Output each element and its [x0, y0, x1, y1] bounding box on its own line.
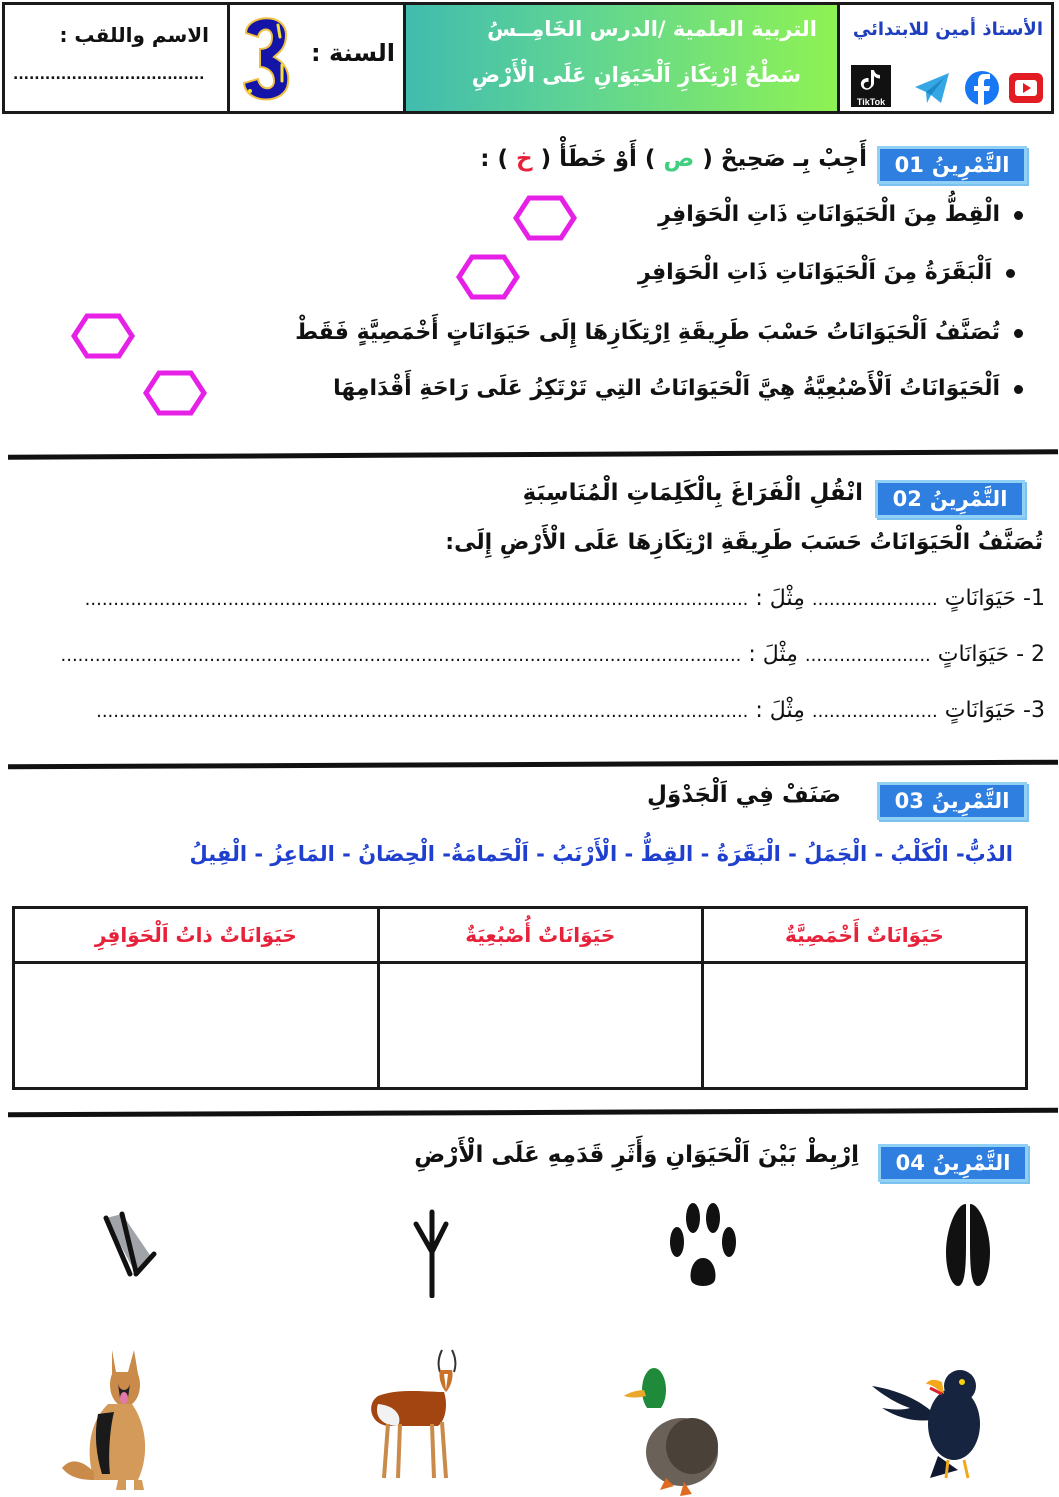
blank-field[interactable]: .................................................................................................................... — [84, 589, 749, 610]
section-divider — [8, 760, 1058, 770]
bullet-icon — [1014, 329, 1023, 338]
answer-cell-digitigrade[interactable] — [378, 963, 702, 1089]
badge-word: التَّمْرِينُ — [931, 789, 1010, 813]
exercise-1-badge — [877, 146, 1027, 184]
blank-field[interactable]: ...................... — [811, 589, 938, 610]
year-number: 3 — [266, 69, 267, 70]
title-text: ) أَوْ خَطَأْ ( — [540, 146, 656, 172]
facebook-icon[interactable] — [963, 69, 1001, 107]
answer-cell-hoofed[interactable] — [14, 963, 379, 1089]
animal-word-list: الدُبُّ- الْكَلْبُ - الْجَمَلُ - الْبَقَرَةُ - القِطُّ - الْأَرْنَبُ - اَلْحَمامَةُ- الْحِصَانُ - المَاعِزُ - الْفِيلُ — [189, 842, 1013, 866]
classification-table — [12, 906, 1028, 1090]
badge-word: التَّمْرِينُ — [931, 153, 1010, 177]
exercise-number: 01 — [894, 153, 924, 177]
gazelle-image[interactable] — [358, 1344, 468, 1484]
telegram-icon[interactable] — [913, 69, 951, 107]
blank-field[interactable]: ...................... — [804, 645, 931, 666]
bullet-icon — [1006, 269, 1015, 278]
exercise-2-badge — [875, 480, 1025, 518]
exercise-4-title: اِرْبِطْ بَيْنَ اَلْحَيَوَانِ وَأَثَرِ قَدَمِهِ عَلَى الْأَرْضِ — [414, 1142, 859, 1168]
webbed-print-icon[interactable] — [100, 1210, 160, 1280]
exercise-number: 03 — [894, 789, 924, 813]
blank-field[interactable]: ...................... — [811, 701, 938, 722]
bird-print-icon[interactable] — [412, 1206, 452, 1298]
bullet-icon — [1014, 211, 1023, 220]
column-header-plantigrade: حَيَوَانَاتٌ أَخْمَصِيَّةٌ — [702, 908, 1026, 963]
tiktok-note-icon — [851, 65, 891, 93]
true-letter: ص — [663, 146, 695, 172]
hoof-print-icon[interactable] — [940, 1200, 996, 1292]
answer-hexagon-3[interactable] — [71, 312, 135, 360]
section-divider — [8, 1108, 1058, 1118]
exercise-2-intro: تُصَنَّفُ الْحَيَوَانَاتُ حَسَبَ طَرِيقَةِ ارْتِكَازِهَا عَلَى الْأَرْضِ إِلَى: — [445, 530, 1043, 555]
badge-word: التَّمْرِينُ — [929, 487, 1008, 511]
exercise-3-title: صَنَفْ فِي اَلْجَدْوَلِ — [647, 782, 841, 808]
false-letter: خ — [515, 146, 533, 172]
tf-statement-3: تُصَنَّفُ اَلْحَيَوَانَاتُ حَسْبَ طَرِيقَةِ اِرْتِكَازِهَا إِلَى حَيَوَانَاتٍ أَخْمَصِيَّةٍ فَقَطْ — [295, 320, 1023, 345]
answer-hexagon-2[interactable] — [456, 253, 520, 301]
badge-word: التَّمْرِينُ — [932, 1151, 1011, 1175]
lesson-title-cell — [406, 5, 840, 111]
exercise-2-title: انْقُلِ الْفَرَاغَ بِالْكَلِمَاتِ الْمُنَاسِبَةِ — [522, 480, 863, 506]
duck-image[interactable] — [620, 1360, 740, 1496]
tiktok-label: TikTok — [856, 97, 886, 107]
tiktok-icon[interactable] — [851, 65, 891, 107]
answer-hexagon-4[interactable] — [143, 369, 207, 417]
answer-cell-plantigrade[interactable] — [702, 963, 1026, 1089]
exercise-number: 04 — [895, 1151, 925, 1175]
blank-field[interactable]: ....................................................................................................................... — [60, 645, 742, 666]
brand-name: الأستاذ أمين للابتدائي — [852, 19, 1043, 40]
answer-hexagon-1[interactable] — [513, 194, 577, 242]
tf-statement-4: اَلْحَيَوَانَاتُ اَلْأَصْبُعِيَّةُ هِيَّ اَلْحَيَوَانَاتُ التِي تَرْتَكِزُ عَلَى رَاحَةِ أَقْدَامِهَا — [333, 376, 1023, 401]
year-label: السنة : — [311, 39, 395, 67]
fill-line-1: 1- حَيَوَانَاتٍ ...................... مِثْلَ : .................................................................................................................... — [84, 586, 1045, 611]
lesson-subject: التربية العلمية /الدرس الخَامِــسُ — [487, 17, 817, 41]
dog-image[interactable] — [58, 1344, 178, 1490]
blank-field[interactable]: .................................................................................................................. — [96, 701, 749, 722]
fill-line-2: 2 - حَيَوَانَاتٍ ...................... مِثْلَ : ....................................................................................................................... — [60, 642, 1045, 667]
exercise-number: 02 — [892, 487, 922, 511]
column-header-digitigrade: حَيَوَانَاتٌ أُصْبُعِيَةٌ — [378, 908, 702, 963]
crow-image[interactable] — [868, 1360, 1008, 1484]
bullet-icon — [1014, 385, 1023, 394]
youtube-icon[interactable] — [1007, 69, 1045, 107]
name-label: الاسم واللقب : — [59, 23, 209, 47]
year-number-graphic — [238, 9, 294, 107]
section-divider — [8, 449, 1058, 459]
worksheet-header — [2, 2, 1054, 114]
exercise-4-badge — [878, 1144, 1028, 1182]
year-cell — [230, 5, 406, 111]
column-header-hoofed: حَيَوَانَاتٌ ذاتُ اَلْحَوَافِرِ — [14, 908, 379, 963]
name-cell — [5, 5, 230, 111]
exercise-1-title — [480, 146, 867, 172]
title-text: ) : — [480, 146, 508, 172]
exercise-3-badge — [877, 782, 1027, 820]
name-field[interactable]: .................................... — [13, 67, 205, 83]
paw-print-icon[interactable] — [665, 1200, 745, 1292]
title-text: أَجِبْ بِـ صَحِيحْ ( — [702, 146, 867, 172]
tf-statement-1: الْقِطُّ مِنَ الْحَيَوَانَاتِ ذَاتِ الْحَوَافِرِ — [658, 202, 1023, 227]
lesson-title: سَطْحُ اِرْتِكَازِ اَلْحَيَوَانِ عَلَى الْأَرْضِ — [471, 63, 801, 87]
tf-statement-2: اَلْبَقَرَةُ مِنَ اَلْحَيَوَانَاتِ ذَاتِ الْحَوَافِرِ — [638, 260, 1015, 285]
brand-cell — [840, 5, 1051, 111]
fill-line-3: 3- حَيَوَانَاتٍ ...................... مِثْلَ : .................................................................................................................. — [96, 698, 1045, 723]
